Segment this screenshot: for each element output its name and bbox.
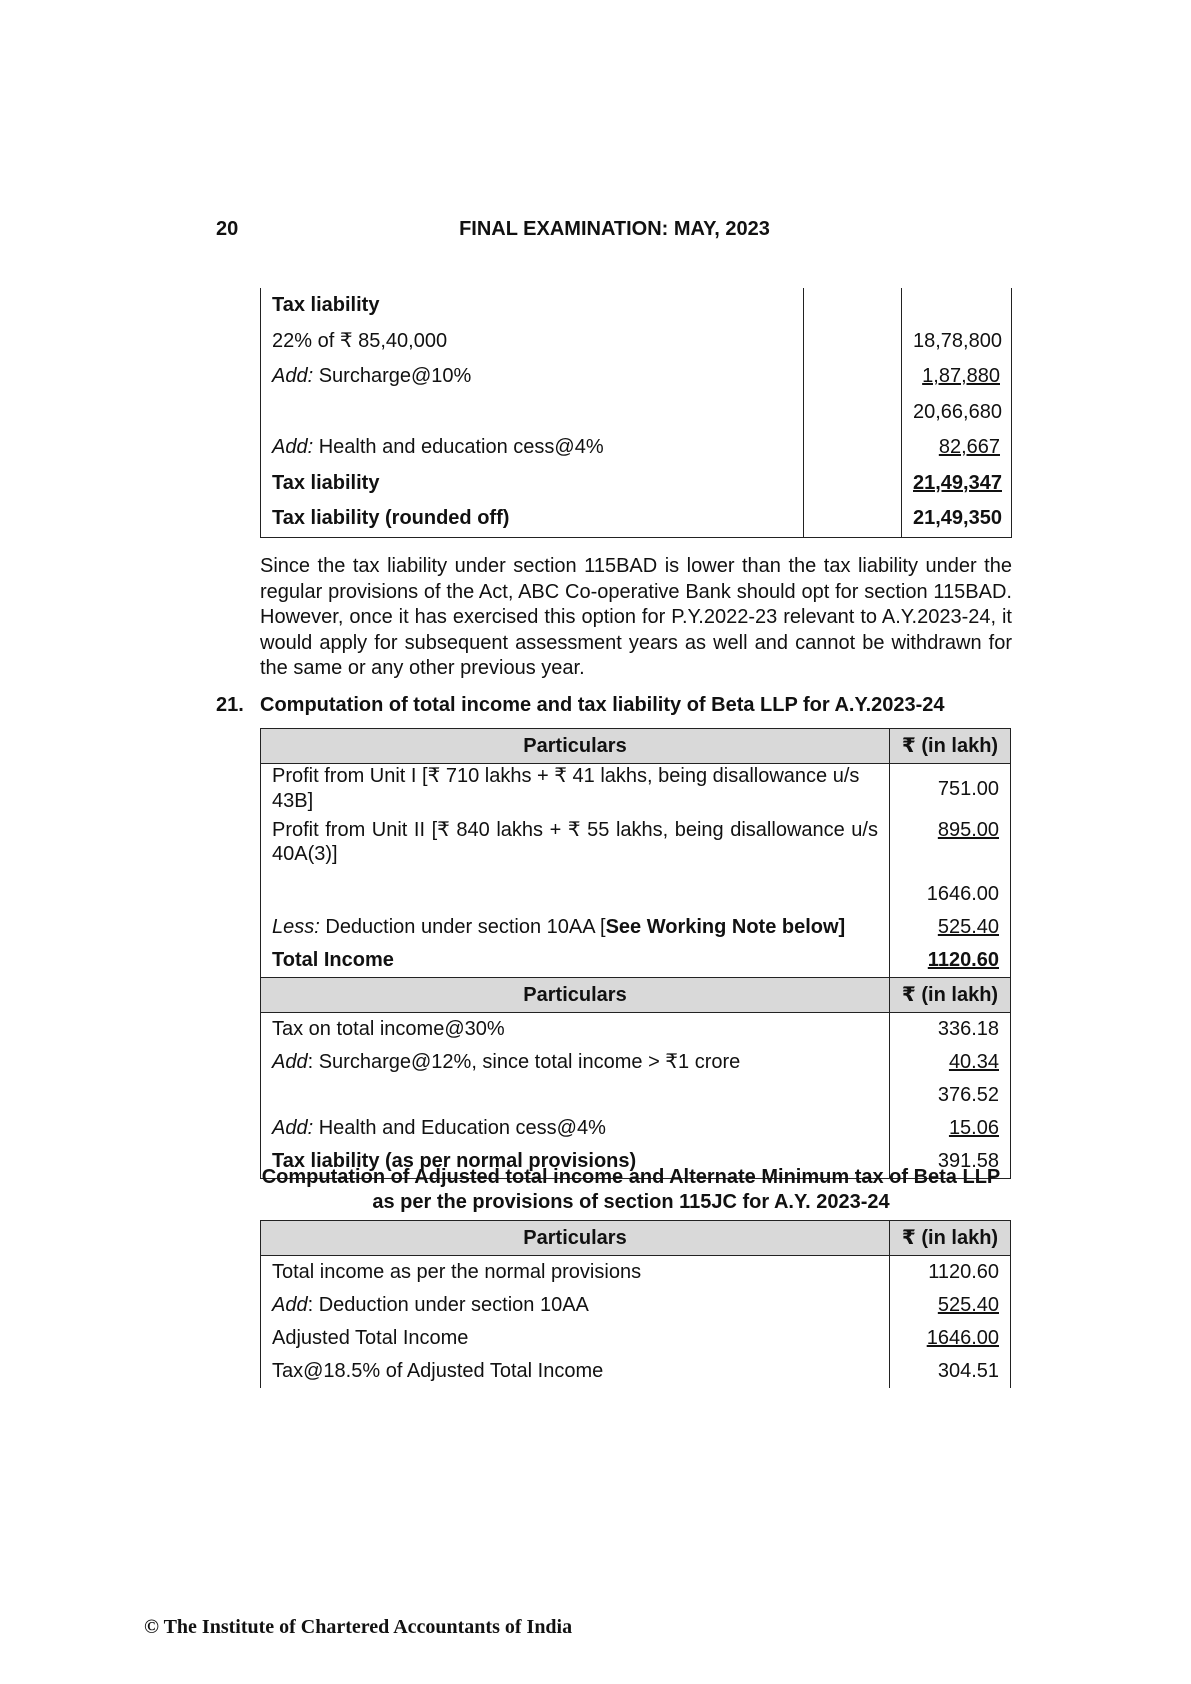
row-label: : Surcharge@12%, since total income > ₹1 crore	[307, 1051, 741, 1073]
table-header-row	[261, 729, 1011, 764]
row-prefix: Add	[272, 1051, 308, 1073]
table-row	[261, 359, 1012, 395]
table-row	[261, 1322, 1011, 1355]
question-title: Computation of total income and tax liability of Beta LLP for A.Y.2023-24	[260, 694, 945, 716]
row-prefix: Add	[272, 1294, 308, 1316]
column-header-particulars: Particulars	[261, 1221, 890, 1256]
row-amount: 525.40	[937, 916, 999, 938]
column-header-amount: ₹ (in lakh)	[890, 978, 1011, 1013]
question-number: 21.	[216, 694, 244, 716]
row-amount: 15.06	[948, 1117, 999, 1139]
row-amount: 1,87,880	[922, 365, 1000, 388]
table-row	[261, 1046, 1011, 1079]
total-income-table	[260, 728, 1011, 1179]
row-label: Tax liability	[261, 466, 804, 502]
table-header-row	[261, 1221, 1011, 1256]
column-header-particulars: Particulars	[261, 978, 890, 1013]
row-label: Surcharge@10%	[313, 365, 472, 388]
adjusted-total-income-table	[260, 1220, 1011, 1388]
row-amount: 21,49,350	[902, 501, 1012, 537]
column-header-amount: ₹ (in lakh)	[890, 729, 1011, 764]
table-row	[261, 944, 1011, 978]
row-amount: 21,49,347	[913, 471, 1002, 494]
table-row	[261, 1013, 1011, 1047]
row-amount: 1120.60	[890, 1256, 1011, 1290]
table-row	[261, 430, 1012, 466]
row-amount: 1120.60	[927, 949, 999, 971]
tax-liability-table-continued	[260, 288, 1012, 538]
row-amount: 895.00	[937, 819, 999, 841]
row-prefix: Add:	[272, 365, 314, 388]
row-label: Tax liability (as per normal provisions)	[261, 1145, 890, 1179]
row-prefix: Add:	[272, 436, 314, 459]
table-row	[261, 324, 1012, 360]
row-amount: 82,667	[938, 436, 1000, 459]
row-amount: 20,66,680	[902, 395, 1012, 431]
row-label: Total income as per the normal provisions	[261, 1256, 890, 1290]
row-amount: 18,78,800	[902, 324, 1012, 360]
row-amount: 40.34	[948, 1051, 999, 1073]
table-row	[261, 1355, 1011, 1388]
row-label: Tax@18.5% of Adjusted Total Income	[261, 1355, 890, 1388]
row-amount: 751.00	[890, 764, 1011, 815]
row-amount: 391.58	[890, 1145, 1011, 1179]
row-prefix: Less:	[272, 916, 320, 938]
row-label-bold: See Working Note below]	[605, 916, 846, 938]
table-row	[261, 911, 1011, 944]
row-label: Profit from Unit I [₹ 710 lakhs + ₹ 41 lakhs, being disallowance u/s 43B]	[261, 764, 890, 815]
explanation-paragraph: Since the tax liability under section 115BAD is lower than the tax liability under the regular provisions of the Act, ABC Co-operative Bank should opt for section 115BAD. However, once it has exercised this option for P.Y.2022-23 relevant to A.Y.2023-24, it would apply for subsequent assessment years as well and cannot be withdrawn for the same or any other previous year.	[260, 555, 1012, 679]
column-header-amount: ₹ (in lakh)	[890, 1221, 1011, 1256]
table-row	[261, 1256, 1011, 1290]
row-label: Health and Education cess@4%	[313, 1117, 606, 1139]
table-row	[261, 466, 1012, 502]
page-header-title: FINAL EXAMINATION: MAY, 2023	[459, 218, 770, 240]
row-label: Deduction under section 10AA [	[319, 916, 606, 938]
table-row	[261, 501, 1012, 537]
row-label: Profit from Unit II [₹ 840 lakhs + ₹ 55 lakhs, being disallowance u/s 40A(3)]	[261, 814, 890, 878]
heading-line: as per the provisions of section 115JC for A.Y. 2023-24	[372, 1191, 890, 1213]
row-label: Health and education cess@4%	[313, 436, 604, 459]
row-label: Tax liability (rounded off)	[261, 501, 804, 537]
table-row	[261, 288, 1012, 324]
row-label: Tax liability	[261, 288, 804, 324]
page-number: 20	[216, 218, 239, 240]
row-label: Adjusted Total Income	[261, 1322, 890, 1355]
table-header-row	[261, 978, 1011, 1013]
row-amount: 376.52	[890, 1079, 1011, 1112]
row-label: : Deduction under section 10AA	[307, 1294, 589, 1316]
heading-line: Computation of Adjusted total income and Alternate Minimum tax of Beta LLP	[261, 1166, 1001, 1188]
column-header-particulars: Particulars	[261, 729, 890, 764]
row-label: Tax on total income@30%	[261, 1013, 890, 1047]
row-amount: 1646.00	[926, 1327, 999, 1349]
row-amount: 1646.00	[890, 878, 1011, 911]
table-row	[261, 1112, 1011, 1145]
row-prefix: Add:	[272, 1117, 314, 1139]
row-label: 22% of ₹ 85,40,000	[261, 324, 804, 360]
amt-computation-heading	[260, 1165, 1002, 1215]
row-label: Total Income	[261, 944, 890, 978]
table-row	[261, 878, 1011, 911]
row-amount: 336.18	[890, 1013, 1011, 1047]
copyright-footer: © The Institute of Chartered Accountants of India	[144, 1616, 573, 1638]
table-row	[261, 1079, 1011, 1112]
row-amount: 304.51	[890, 1355, 1011, 1388]
table-row	[261, 764, 1011, 815]
table-row	[261, 1289, 1011, 1322]
table-row	[261, 395, 1012, 431]
row-amount: 525.40	[937, 1294, 999, 1316]
table-row	[261, 814, 1011, 878]
